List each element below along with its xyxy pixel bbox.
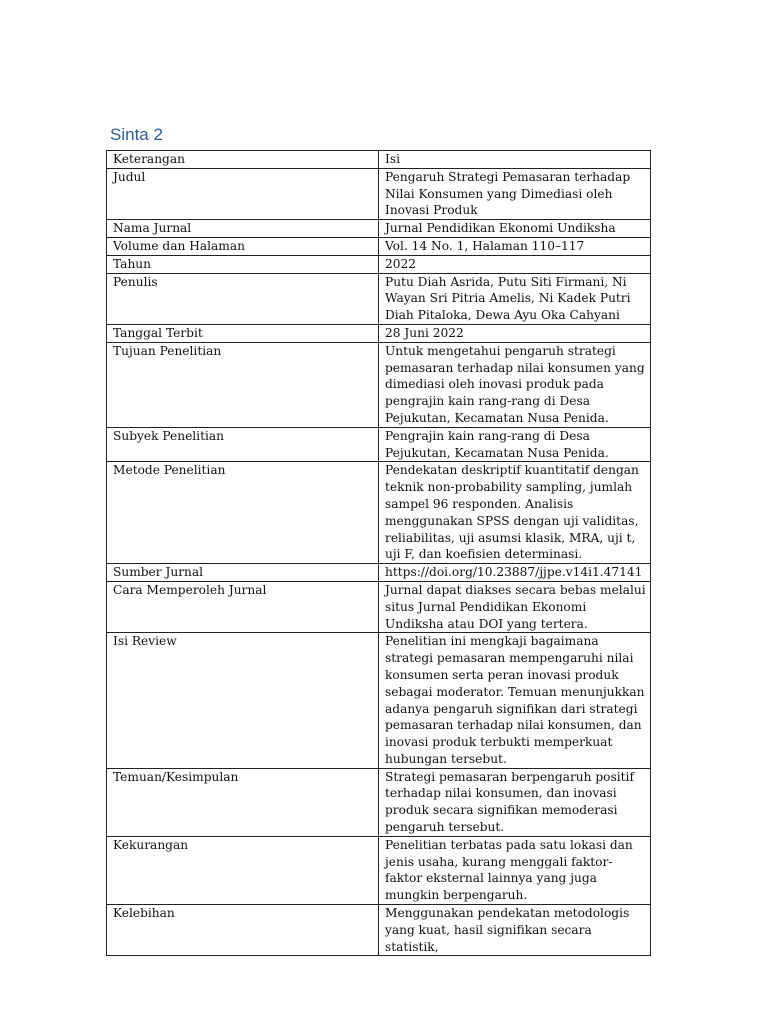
row-label: Kekurangan (107, 836, 379, 904)
row-value: Strategi pemasaran berpengaruh positif terhadap nilai konsumen, dan inovasi produk secara signifikan memoderasi pengaruh tersebut. (379, 768, 651, 836)
row-label: Cara Memperoleh Jurnal (107, 581, 379, 632)
row-value: Penelitian ini mengkaji bagaimana strategi pemasaran mempengaruhi nilai konsumen serta peran inovasi produk sebagai moderator. Temuan menunjukkan adanya pengaruh signifikan dari strategi pemasaran terhadap nilai konsumen, dan inovasi produk terbukti memperkuat hubungan tersebut. (379, 633, 651, 768)
row-value: Pendekatan deskriptif kuantitatif dengan teknik non-probability sampling, jumlah sampel 96 responden. Analisis menggunakan SPSS dengan uji validitas, reliabilitas, uji asumsi klasik, MRA, uji t, uji F, dan koefisien determinasi. (379, 462, 651, 564)
row-label: Penulis (107, 273, 379, 324)
row-label: Judul (107, 168, 379, 219)
row-value: Pengrajin kain rang-rang di Desa Pejukutan, Kecamatan Nusa Penida. (379, 427, 651, 462)
header-cell-isi: Isi (379, 151, 651, 169)
row-label: Temuan/Kesimpulan (107, 768, 379, 836)
table-row (107, 237, 651, 255)
row-label: Tujuan Penelitian (107, 342, 379, 427)
table-row (107, 255, 651, 273)
row-value: Pengaruh Strategi Pemasaran terhadap Nilai Konsumen yang Dimediasi oleh Inovasi Produk (379, 168, 651, 219)
header-cell-keterangan: Keterangan (107, 151, 379, 169)
table-row (107, 633, 651, 768)
row-label: Volume dan Halaman (107, 237, 379, 255)
review-table (106, 150, 651, 956)
table-row (107, 168, 651, 219)
table-row (107, 324, 651, 342)
row-label: Tanggal Terbit (107, 324, 379, 342)
table-row (107, 220, 651, 238)
row-label: Sumber Jurnal (107, 564, 379, 582)
row-value: 28 Juni 2022 (379, 324, 651, 342)
row-value: Jurnal dapat diakses secara bebas melalui situs Jurnal Pendidikan Ekonomi Undiksha atau DOI yang tertera. (379, 581, 651, 632)
row-value: Jurnal Pendidikan Ekonomi Undiksha (379, 220, 651, 238)
row-value: Vol. 14 No. 1, Halaman 110–117 (379, 237, 651, 255)
table-row (107, 564, 651, 582)
row-value: Menggunakan pendekatan metodologis yang kuat, hasil signifikan secara statistik, (379, 905, 651, 956)
table-row (107, 581, 651, 632)
review-table-body (107, 151, 651, 956)
row-value: Untuk mengetahui pengaruh strategi pemasaran terhadap nilai konsumen yang dimediasi oleh inovasi produk pada pengrajin kain rang-rang di Desa Pejukutan, Kecamatan Nusa Penida. (379, 342, 651, 427)
row-label: Metode Penelitian (107, 462, 379, 564)
section-heading: Sinta 2 (110, 125, 163, 144)
table-row (107, 768, 651, 836)
row-value: https://doi.org/10.23887/jjpe.v14i1.47141 (379, 564, 651, 582)
table-row (107, 462, 651, 564)
table-row (107, 273, 651, 324)
row-label: Isi Review (107, 633, 379, 768)
row-value: 2022 (379, 255, 651, 273)
row-label: Nama Jurnal (107, 220, 379, 238)
row-label: Kelebihan (107, 905, 379, 956)
table-header-row (107, 151, 651, 169)
row-label: Subyek Penelitian (107, 427, 379, 462)
table-row (107, 836, 651, 904)
table-row (107, 342, 651, 427)
row-value: Penelitian terbatas pada satu lokasi dan jenis usaha, kurang menggali faktor-faktor eksternal lainnya yang juga mungkin berpengaruh. (379, 836, 651, 904)
table-row (107, 427, 651, 462)
row-value: Putu Diah Asrida, Putu Siti Firmani, Ni Wayan Sri Pitria Amelis, Ni Kadek Putri Diah Pitaloka, Dewa Ayu Oka Cahyani (379, 273, 651, 324)
table-row (107, 905, 651, 956)
row-label: Tahun (107, 255, 379, 273)
